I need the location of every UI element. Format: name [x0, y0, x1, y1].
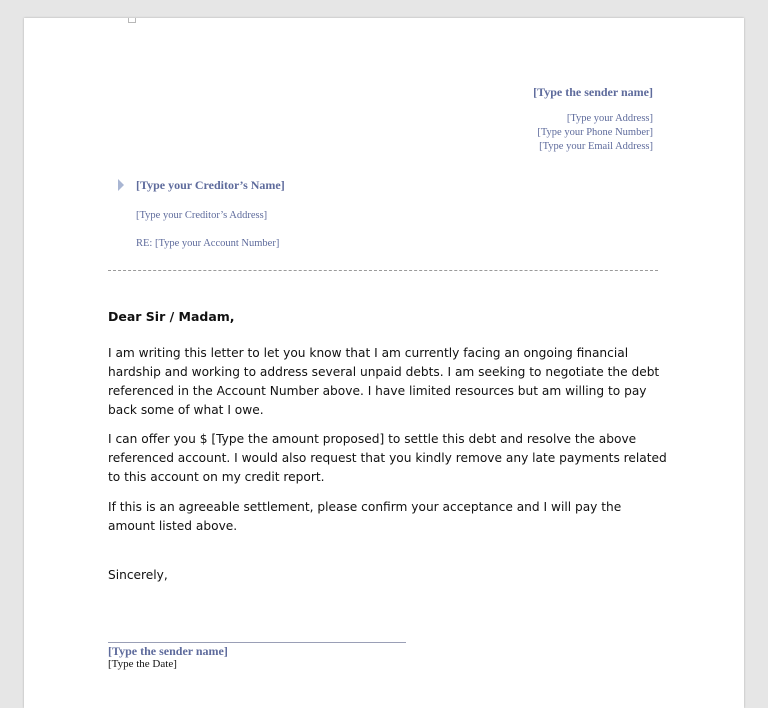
- date-field[interactable]: [Type the Date]: [108, 658, 177, 670]
- document-page: [24, 18, 744, 708]
- body-paragraph-1: I am writing this letter to let you know that I am currently facing an ongoing financial hardship and working to address several unpaid debts. I am seeking to negotiate the debt referenced in the Account Number above. I have limited resources but am willing to pay back some of what I owe.: [108, 346, 660, 417]
- creditor-name-field[interactable]: [Type your Creditor’s Name]: [136, 178, 285, 192]
- sender-address-field[interactable]: [Type your Address]: [566, 113, 653, 124]
- signature-line: [108, 642, 406, 643]
- sender-email-field[interactable]: [Type your Email Address]: [539, 141, 653, 152]
- page-corner-mark: [128, 18, 136, 23]
- salutation: Dear Sir / Madam,: [108, 309, 235, 324]
- sender-contact-block: [537, 112, 653, 154]
- closing: Sincerely,: [108, 568, 168, 582]
- body-paragraph-2: I can offer you $ [Type the amount proposed] to settle this debt and resolve the above referenced account. I would also request that you kindly remove any late payments related to this account on my credit report.: [108, 432, 667, 484]
- account-number-field[interactable]: RE: [Type your Account Number]: [136, 238, 280, 249]
- creditor-address-field[interactable]: [Type your Creditor’s Address]: [136, 210, 268, 221]
- triangle-marker-icon: [118, 179, 124, 191]
- section-divider: [108, 270, 658, 271]
- sender-phone-field[interactable]: [Type your Phone Number]: [537, 127, 653, 138]
- sender-name-field[interactable]: [Type the sender name]: [533, 85, 653, 99]
- signature-name-field[interactable]: [Type the sender name]: [108, 644, 228, 658]
- body-paragraph-3: If this is an agreeable settlement, please confirm your acceptance and I will pay the amount listed above.: [108, 500, 622, 533]
